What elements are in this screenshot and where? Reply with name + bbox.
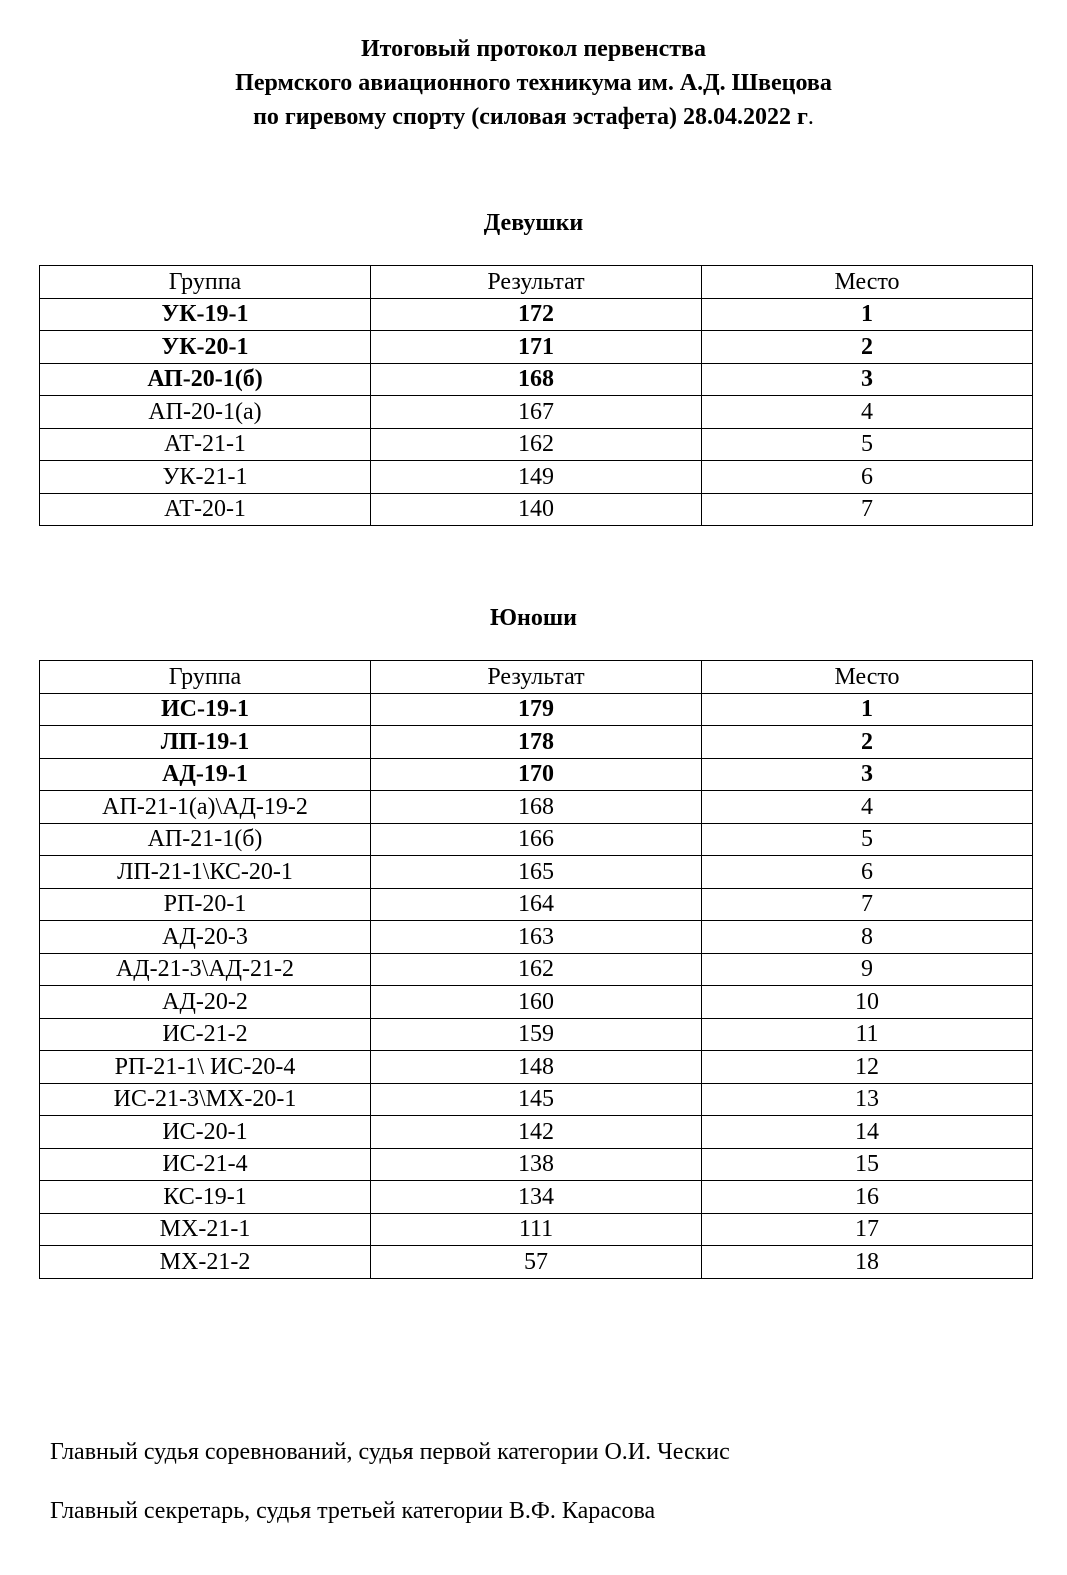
cell-place: 3 <box>702 758 1033 791</box>
cell-place: 10 <box>702 986 1033 1019</box>
cell-group: РП-21-1\ ИС-20-4 <box>40 1051 371 1084</box>
cell-group: ИС-21-2 <box>40 1018 371 1051</box>
cell-group: ИС-21-4 <box>40 1148 371 1181</box>
cell-place: 2 <box>702 726 1033 759</box>
cell-place: 13 <box>702 1083 1033 1116</box>
cell-result: 170 <box>371 758 702 791</box>
cell-result: 172 <box>371 298 702 331</box>
table-row <box>40 298 1033 331</box>
boys-section-heading: Юноши <box>490 605 577 631</box>
column-header-result: Результат <box>371 266 702 299</box>
cell-place: 4 <box>702 791 1033 824</box>
cell-result: 163 <box>371 921 702 954</box>
title-line-2: Пермского авиационного техникума им. А.Д. Швецова <box>235 70 832 96</box>
cell-result: 111 <box>371 1213 702 1246</box>
cell-result: 140 <box>371 493 702 526</box>
cell-result: 57 <box>371 1246 702 1279</box>
cell-result: 167 <box>371 396 702 429</box>
table-row <box>40 428 1033 461</box>
table-row <box>40 791 1033 824</box>
document-title <box>0 32 1067 134</box>
cell-group: АД-20-2 <box>40 986 371 1019</box>
table-row <box>40 461 1033 494</box>
table-row <box>40 856 1033 889</box>
column-header-group: Группа <box>40 661 371 694</box>
cell-group: УК-20-1 <box>40 331 371 364</box>
cell-group: УК-21-1 <box>40 461 371 494</box>
cell-place: 1 <box>702 298 1033 331</box>
table-row <box>40 1083 1033 1116</box>
cell-group: АД-20-3 <box>40 921 371 954</box>
cell-result: 178 <box>371 726 702 759</box>
table-row <box>40 1116 1033 1149</box>
cell-place: 2 <box>702 331 1033 364</box>
cell-result: 142 <box>371 1116 702 1149</box>
cell-group: КС-19-1 <box>40 1181 371 1214</box>
cell-group: АТ-20-1 <box>40 493 371 526</box>
table-row <box>40 888 1033 921</box>
cell-group: АП-21-1(а)\АД-19-2 <box>40 791 371 824</box>
title-line-3-text: по гиревому спорту (силовая эстафета) 28.04.2022 г <box>253 104 808 130</box>
table-row <box>40 758 1033 791</box>
cell-result: 145 <box>371 1083 702 1116</box>
cell-result: 162 <box>371 428 702 461</box>
cell-place: 3 <box>702 363 1033 396</box>
chief-secretary-signature-line: Главный секретарь, судья третьей категории В.Ф. Карасова <box>50 1498 656 1524</box>
table-row <box>40 986 1033 1019</box>
cell-group: АП-20-1(б) <box>40 363 371 396</box>
cell-place: 8 <box>702 921 1033 954</box>
column-header-group: Группа <box>40 266 371 299</box>
cell-group: МХ-21-1 <box>40 1213 371 1246</box>
table-row <box>40 1181 1033 1214</box>
cell-group: АД-19-1 <box>40 758 371 791</box>
cell-group: ИС-20-1 <box>40 1116 371 1149</box>
cell-place: 5 <box>702 823 1033 856</box>
girls-results-table <box>39 265 1033 526</box>
column-header-result: Результат <box>371 661 702 694</box>
table-row <box>40 1148 1033 1181</box>
table-row <box>40 1051 1033 1084</box>
table-row <box>40 396 1033 429</box>
table-header-row <box>40 266 1033 299</box>
cell-result: 164 <box>371 888 702 921</box>
boys-results-table <box>39 660 1033 1279</box>
cell-result: 162 <box>371 953 702 986</box>
cell-place: 6 <box>702 461 1033 494</box>
cell-group: ЛП-19-1 <box>40 726 371 759</box>
table-row <box>40 363 1033 396</box>
title-line-1: Итоговый протокол первенства <box>360 36 707 62</box>
table-row <box>40 921 1033 954</box>
cell-result: 168 <box>371 791 702 824</box>
cell-place: 18 <box>702 1246 1033 1279</box>
cell-result: 134 <box>371 1181 702 1214</box>
cell-result: 138 <box>371 1148 702 1181</box>
cell-place: 11 <box>702 1018 1033 1051</box>
cell-group: АП-21-1(б) <box>40 823 371 856</box>
cell-group: ИС-21-3\МХ-20-1 <box>40 1083 371 1116</box>
cell-place: 17 <box>702 1213 1033 1246</box>
column-header-place: Место <box>702 266 1033 299</box>
cell-result: 148 <box>371 1051 702 1084</box>
table-row <box>40 493 1033 526</box>
cell-result: 149 <box>371 461 702 494</box>
cell-place: 12 <box>702 1051 1033 1084</box>
girls-section-heading: Девушки <box>483 210 584 236</box>
table-row <box>40 1246 1033 1279</box>
cell-place: 9 <box>702 953 1033 986</box>
cell-place: 16 <box>702 1181 1033 1214</box>
cell-place: 5 <box>702 428 1033 461</box>
cell-group: АП-20-1(а) <box>40 396 371 429</box>
cell-result: 166 <box>371 823 702 856</box>
girls-table-body <box>40 266 1033 526</box>
table-row <box>40 1018 1033 1051</box>
cell-group: ИС-19-1 <box>40 693 371 726</box>
cell-result: 165 <box>371 856 702 889</box>
table-row <box>40 693 1033 726</box>
table-row <box>40 1213 1033 1246</box>
chief-judge-signature-line: Главный судья соревнований, судья первой категории О.И. Ческис <box>50 1439 730 1465</box>
cell-group: МХ-21-2 <box>40 1246 371 1279</box>
cell-place: 4 <box>702 396 1033 429</box>
cell-group: АТ-21-1 <box>40 428 371 461</box>
cell-group: ЛП-21-1\КС-20-1 <box>40 856 371 889</box>
cell-place: 6 <box>702 856 1033 889</box>
table-row <box>40 953 1033 986</box>
cell-result: 160 <box>371 986 702 1019</box>
title-line-3-end: . <box>807 104 814 130</box>
table-header-row <box>40 661 1033 694</box>
cell-group: РП-20-1 <box>40 888 371 921</box>
cell-place: 7 <box>702 888 1033 921</box>
cell-result: 171 <box>371 331 702 364</box>
table-row <box>40 331 1033 364</box>
cell-group: УК-19-1 <box>40 298 371 331</box>
cell-place: 1 <box>702 693 1033 726</box>
cell-group: АД-21-3\АД-21-2 <box>40 953 371 986</box>
cell-result: 159 <box>371 1018 702 1051</box>
boys-table-body <box>40 661 1033 1279</box>
cell-result: 179 <box>371 693 702 726</box>
cell-place: 14 <box>702 1116 1033 1149</box>
table-row <box>40 823 1033 856</box>
cell-result: 168 <box>371 363 702 396</box>
column-header-place: Место <box>702 661 1033 694</box>
title-line-3 <box>0 100 1067 134</box>
cell-place: 7 <box>702 493 1033 526</box>
cell-place: 15 <box>702 1148 1033 1181</box>
table-row <box>40 726 1033 759</box>
